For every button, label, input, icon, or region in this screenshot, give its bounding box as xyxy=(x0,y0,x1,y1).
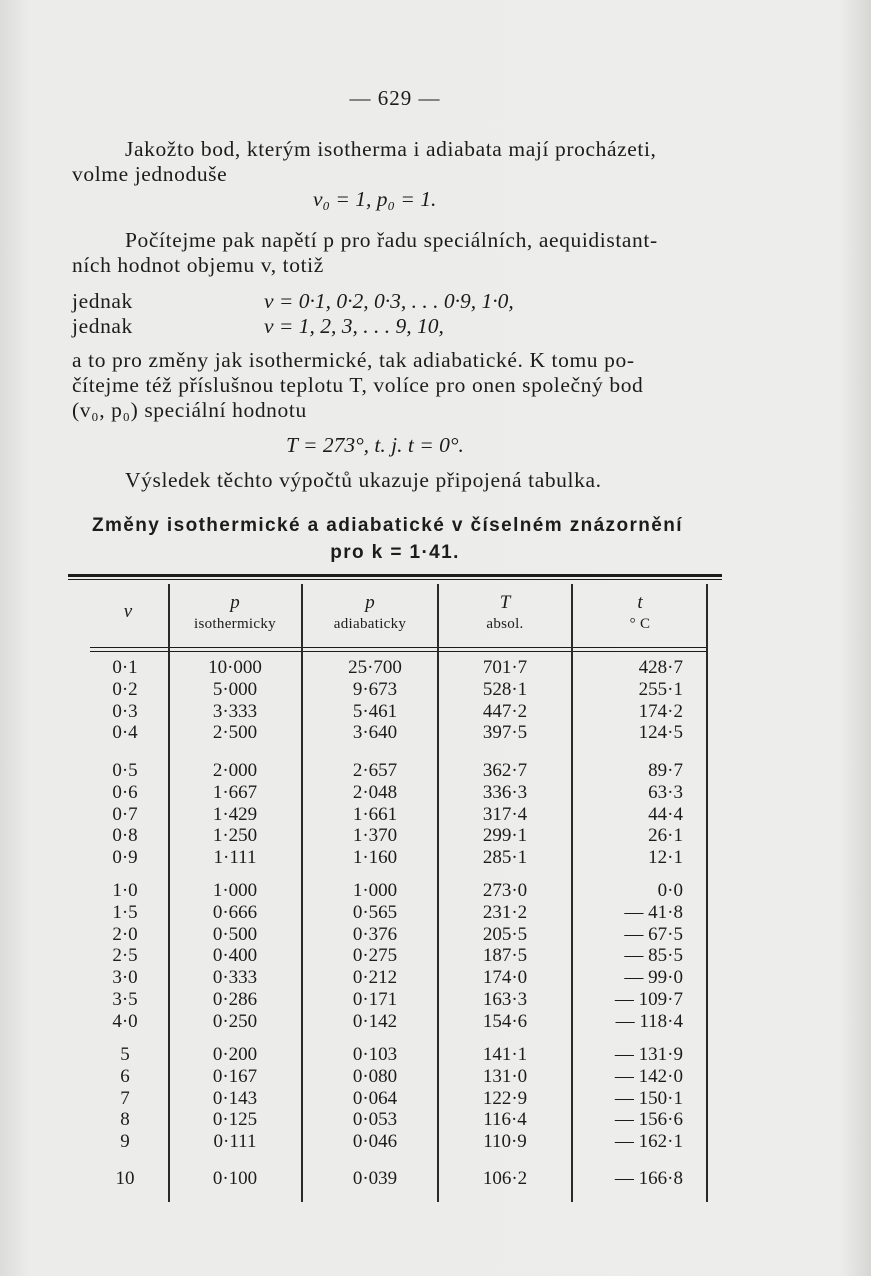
cell-p-adiabatic: 0·064 xyxy=(352,1087,398,1109)
cell-v: 1·0 xyxy=(112,880,138,901)
header-separator xyxy=(90,647,708,648)
cell-p-adiabatic: 0·212 xyxy=(352,967,398,989)
cell-p-adiabatic: 0·080 xyxy=(352,1065,398,1087)
cell-t: — 118·4 xyxy=(615,1010,683,1032)
cell-T: 110·9 xyxy=(483,1131,527,1153)
cell-p-isothermic: 1·429 xyxy=(212,803,258,825)
cell-T: 528·1 xyxy=(482,678,528,700)
cell-p-isothermic: 2·000 xyxy=(212,760,258,781)
cell-t: — 109·7 xyxy=(614,989,683,1010)
cell-p-isothermic: 0·500 xyxy=(212,923,258,945)
cell-p-isothermic: 10·000 xyxy=(208,657,262,678)
cell-T: 106·2 xyxy=(482,1168,528,1189)
header-subtitle: adiabaticky xyxy=(333,616,407,632)
cell-p-isothermic: 3·333 xyxy=(212,700,258,722)
para4: Výsledek těchto výpočtů ukazuje připojená tabulka. xyxy=(125,468,602,492)
cell-p-adiabatic: 1·370 xyxy=(352,825,398,847)
cell-p-adiabatic: 0·142 xyxy=(352,1010,398,1032)
cell-t: — 85·5 xyxy=(624,945,683,967)
cell-t: — 142·0 xyxy=(614,1065,683,1087)
cell-T: 336·3 xyxy=(482,781,528,803)
cell-p-isothermic: 1·000 xyxy=(212,880,258,901)
cell-T: 447·2 xyxy=(482,700,528,722)
header-symbol: T xyxy=(499,592,511,613)
column-divider xyxy=(706,584,708,1202)
cell-t: — 156·6 xyxy=(614,1109,683,1131)
cell-p-adiabatic: 0·376 xyxy=(352,923,398,945)
header-subtitle: ° C xyxy=(629,616,651,632)
cell-p-adiabatic: 1·160 xyxy=(352,847,398,869)
header-t-celsius xyxy=(570,592,710,633)
cell-v: 9 xyxy=(120,1131,130,1153)
cell-p-isothermic: 0·100 xyxy=(212,1168,258,1189)
header-p-isothermic xyxy=(165,592,305,633)
table-top-rule-thin xyxy=(68,579,722,580)
series-equation-2: v = 1, 2, 3, . . . 9, 10, xyxy=(264,314,444,338)
cell-v: 3·5 xyxy=(112,989,138,1010)
cell-v: 0·4 xyxy=(112,722,138,744)
header-separator-double xyxy=(90,651,708,652)
cell-t: — 99·0 xyxy=(624,967,683,989)
cell-t: 12·1 xyxy=(648,847,683,869)
cell-T: 397·5 xyxy=(482,722,528,744)
series-label-2: jednak xyxy=(72,314,133,338)
cell-v: 2·0 xyxy=(112,923,138,945)
cell-v: 0·6 xyxy=(112,781,138,803)
header-symbol: p xyxy=(230,592,240,613)
cell-v: 6 xyxy=(120,1065,130,1087)
cell-p-isothermic: 0·286 xyxy=(212,989,258,1010)
header-p-adiabatic xyxy=(300,592,440,633)
intro-line-1: Jakožto bod, kterým isotherma i adiabata mají procházeti, xyxy=(125,137,657,161)
cell-v: 7 xyxy=(120,1087,130,1109)
cell-p-adiabatic: 0·565 xyxy=(352,901,398,923)
cell-t: — 67·5 xyxy=(624,923,683,945)
para3-line-2: čítejme též příslušnou teplotu T, volíce pro onen společný bod xyxy=(72,373,644,397)
cell-t: 63·3 xyxy=(648,781,683,803)
cell-p-isothermic: 0·666 xyxy=(212,901,258,923)
cell-T: 141·1 xyxy=(482,1044,528,1065)
cell-v: 2·5 xyxy=(112,945,138,967)
cell-v: 5 xyxy=(120,1044,130,1065)
table-top-rule xyxy=(68,574,722,577)
cell-T: 174·0 xyxy=(482,967,528,989)
cell-v: 10 xyxy=(115,1168,135,1189)
cell-p-adiabatic: 0·039 xyxy=(352,1168,398,1189)
cell-p-adiabatic: 5·461 xyxy=(352,700,398,722)
cell-T: 362·7 xyxy=(482,760,528,781)
cell-p-isothermic: 0·200 xyxy=(212,1044,258,1065)
cell-p-isothermic: 2·500 xyxy=(212,722,258,744)
cell-p-adiabatic: 0·171 xyxy=(352,989,398,1010)
cell-t: 428·7 xyxy=(638,657,683,678)
header-T-absolute xyxy=(435,592,575,633)
cell-v: 0·2 xyxy=(112,678,138,700)
cell-p-isothermic: 0·333 xyxy=(212,967,258,989)
cell-T: 122·9 xyxy=(482,1087,528,1109)
cell-t: 124·5 xyxy=(638,722,683,744)
para3-line-3: (v₀, p₀) speciální hodnotu xyxy=(72,398,307,422)
cell-T: 163·3 xyxy=(482,989,528,1010)
temperature-equation: T = 273°, t. j. t = 0°. xyxy=(286,433,464,457)
cell-T: 285·1 xyxy=(482,847,528,869)
cell-p-adiabatic: 9·673 xyxy=(352,678,398,700)
cell-p-adiabatic: 2·048 xyxy=(352,781,398,803)
table-caption-line-2: pro k = 1·41. xyxy=(330,542,460,563)
series-equation-1: v = 0·1, 0·2, 0·3, . . . 0·9, 1·0, xyxy=(264,289,514,313)
cell-t: — 131·9 xyxy=(614,1044,683,1065)
cell-t: 44·4 xyxy=(648,803,683,825)
header-subtitle: absol. xyxy=(486,616,524,632)
initial-values-equation: v₀ = 1, p₀ = 1. xyxy=(313,187,437,211)
cell-p-isothermic: 1·250 xyxy=(212,825,258,847)
cell-t: — 162·1 xyxy=(614,1131,683,1153)
cell-p-isothermic: 1·667 xyxy=(212,781,258,803)
cell-v: 0·5 xyxy=(112,760,138,781)
cell-t: 255·1 xyxy=(638,678,683,700)
cell-p-adiabatic: 2·657 xyxy=(352,760,398,781)
cell-t: 26·1 xyxy=(648,825,683,847)
cell-v: 0·8 xyxy=(112,825,138,847)
cell-t: 174·2 xyxy=(638,700,683,722)
cell-v: 0·3 xyxy=(112,700,138,722)
column-divider xyxy=(168,584,170,1202)
cell-t: — 166·8 xyxy=(614,1168,683,1189)
cell-T: 317·4 xyxy=(482,803,528,825)
cell-p-adiabatic: 0·053 xyxy=(352,1109,398,1131)
cell-p-isothermic: 0·167 xyxy=(212,1065,258,1087)
cell-p-isothermic: 0·111 xyxy=(213,1131,257,1153)
column-divider xyxy=(301,584,303,1202)
header-symbol: p xyxy=(365,592,375,613)
cell-p-isothermic: 0·143 xyxy=(212,1087,258,1109)
cell-p-adiabatic: 0·275 xyxy=(352,945,398,967)
cell-p-adiabatic: 3·640 xyxy=(352,722,398,744)
cell-p-adiabatic: 1·000 xyxy=(352,880,398,901)
cell-t: 0·0 xyxy=(657,880,683,901)
cell-v: 1·5 xyxy=(112,901,138,923)
cell-T: 231·2 xyxy=(482,901,528,923)
cell-p-adiabatic: 0·103 xyxy=(352,1044,398,1065)
header-subtitle: isothermicky xyxy=(194,616,276,632)
cell-T: 154·6 xyxy=(482,1010,528,1032)
cell-T: 701·7 xyxy=(482,657,528,678)
cell-v: 3·0 xyxy=(112,967,138,989)
cell-t: — 41·8 xyxy=(624,901,683,923)
cell-p-isothermic: 1·111 xyxy=(213,847,257,869)
cell-T: 273·0 xyxy=(482,880,528,901)
cell-T: 131·0 xyxy=(482,1065,528,1087)
cell-v: 0·9 xyxy=(112,847,138,869)
column-divider xyxy=(571,584,573,1202)
cell-t: 89·7 xyxy=(648,760,683,781)
cell-T: 116·4 xyxy=(483,1109,527,1131)
para2-line-1: Počítejme pak napětí p pro řadu speciálních, aequidistant- xyxy=(125,228,658,252)
cell-p-isothermic: 0·125 xyxy=(212,1109,258,1131)
cell-v: 0·7 xyxy=(112,803,138,825)
header-symbol: t xyxy=(637,592,643,613)
cell-T: 299·1 xyxy=(482,825,528,847)
cell-p-isothermic: 0·250 xyxy=(212,1010,258,1032)
para3-line-1: a to pro změny jak isothermické, tak adiabatické. K tomu po- xyxy=(72,348,635,372)
cell-v: 4·0 xyxy=(112,1010,138,1032)
series-label-1: jednak xyxy=(72,289,133,313)
cell-p-isothermic: 0·400 xyxy=(212,945,258,967)
cell-T: 187·5 xyxy=(482,945,528,967)
cell-p-adiabatic: 25·700 xyxy=(348,657,402,678)
cell-p-isothermic: 5·000 xyxy=(212,678,258,700)
cell-t: — 150·1 xyxy=(614,1087,683,1109)
cell-v: 0·1 xyxy=(112,657,138,678)
header-symbol: v xyxy=(123,601,133,622)
column-divider xyxy=(437,584,439,1202)
page-number: — 629 — xyxy=(349,86,441,110)
para2-line-2: ních hodnot objemu v, totiž xyxy=(72,253,324,277)
cell-p-adiabatic: 0·046 xyxy=(352,1131,398,1153)
table-caption-line-1: Změny isothermické a adiabatické v číselném znázornění xyxy=(92,515,683,536)
cell-T: 205·5 xyxy=(482,923,528,945)
cell-v: 8 xyxy=(120,1109,130,1131)
cell-p-adiabatic: 1·661 xyxy=(352,803,398,825)
intro-line-2: volme jednoduše xyxy=(72,162,228,186)
